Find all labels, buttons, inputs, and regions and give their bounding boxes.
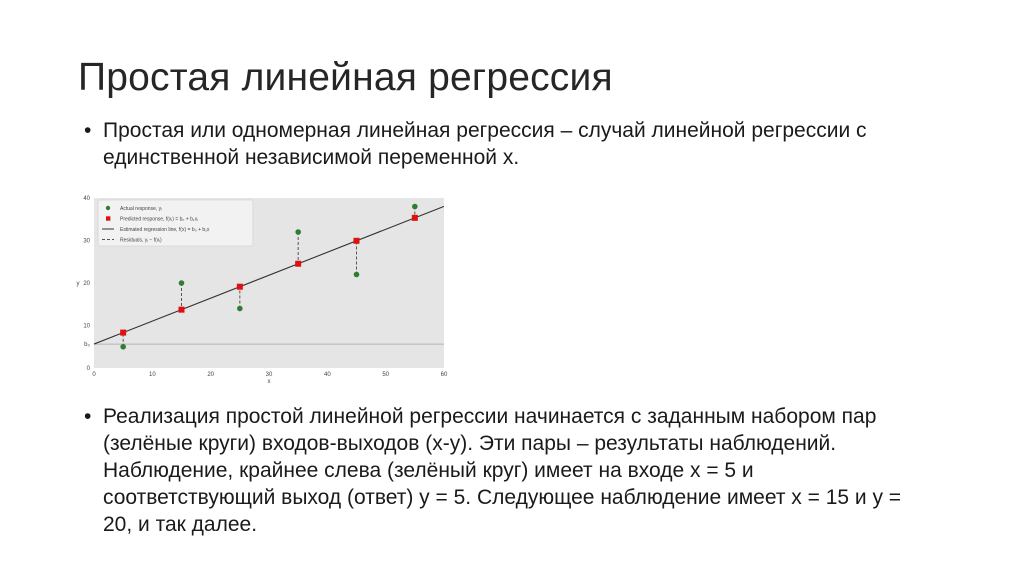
actual-point xyxy=(412,204,418,210)
predicted-point xyxy=(120,330,126,336)
x-tick-label: 0 xyxy=(92,372,96,378)
predicted-point xyxy=(295,261,301,267)
predicted-point xyxy=(412,215,418,221)
regression-chart xyxy=(72,190,452,385)
legend-label: Estimated regression line, f(x) = b₀ + b₁x xyxy=(120,227,210,233)
b0-tick-label: b₀ xyxy=(84,342,90,349)
y-tick-label: 0 xyxy=(86,366,90,372)
actual-point xyxy=(237,306,243,312)
slide-title: Простая линейная регрессия xyxy=(78,56,613,99)
x-tick-label: 60 xyxy=(440,372,448,378)
bullet-2 xyxy=(84,403,904,538)
x-tick-label: 30 xyxy=(265,372,273,378)
y-tick-label: 40 xyxy=(83,196,90,202)
bullet-1-text: Простая или одномерная линейная регрессия – случай линейной регрессии с единственной независимой переменной x. xyxy=(103,119,867,169)
x-tick-label: 20 xyxy=(207,372,215,378)
actual-point xyxy=(354,272,360,278)
y-tick-label: 20 xyxy=(83,281,90,287)
x-tick-label: 10 xyxy=(148,372,156,378)
legend-label: Predicted response, f(xᵢ) = b₀ + b₁xᵢ xyxy=(120,216,198,223)
x-tick-label: 50 xyxy=(382,372,390,378)
legend-marker-actual xyxy=(106,206,110,210)
predicted-point xyxy=(179,307,185,313)
bullet-marker: • xyxy=(84,405,92,428)
legend-marker-predicted xyxy=(106,216,110,220)
y-tick-label: 30 xyxy=(83,238,90,245)
actual-point xyxy=(179,280,185,286)
y-tick-label: 10 xyxy=(83,323,90,330)
regression-chart-svg xyxy=(72,190,452,385)
legend-label: Residuals, yᵢ − f(xᵢ) xyxy=(120,237,162,244)
actual-point xyxy=(120,344,126,350)
bullet-2-text: Реализация простой линейной регрессии начинается с заданным набором пар (зелёные круги) входов-выходов (x-y). Эти пары – результаты наблюдений. Наблюдение, крайнее слева (зелёный круг) имеет на входе x = 5 и соответствующий выход (ответ) y = 5. Следующее наблюдение имеет x = 15 и y = 20, и так далее. xyxy=(103,405,902,536)
x-axis-label: x xyxy=(267,379,271,385)
x-tick-label: 40 xyxy=(323,372,331,378)
y-axis-label: y xyxy=(76,281,80,287)
bullet-marker: • xyxy=(84,119,92,142)
bullet-1 xyxy=(84,117,904,171)
predicted-point xyxy=(354,238,360,244)
predicted-point xyxy=(237,284,243,290)
legend-label: Actual response, yᵢ xyxy=(120,206,162,212)
actual-point xyxy=(295,229,301,235)
